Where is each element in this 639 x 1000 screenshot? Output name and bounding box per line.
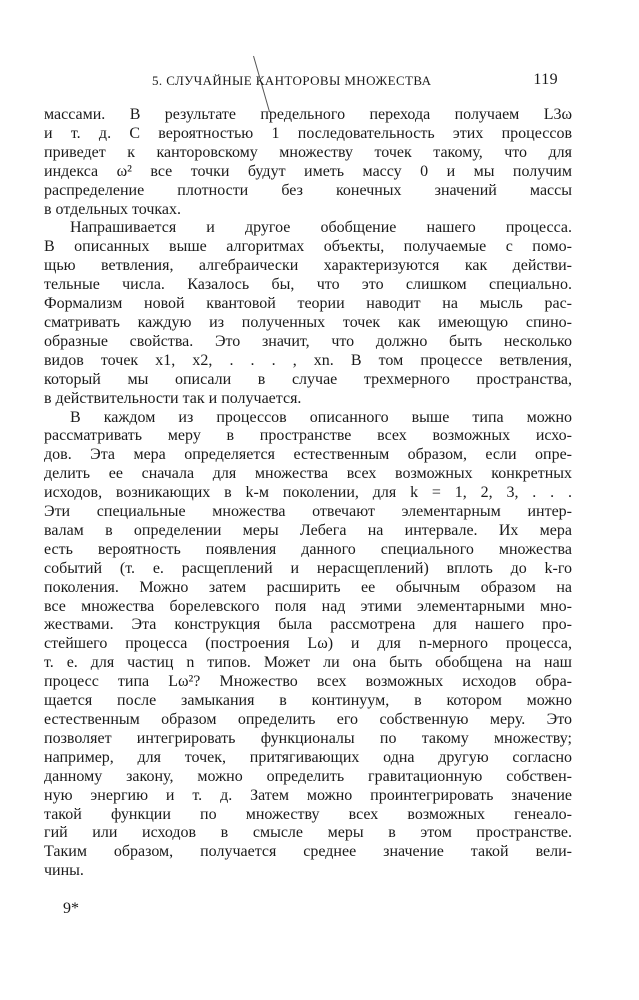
text-line: Напрашивается и другое обобщение нашего процесса. <box>70 219 572 237</box>
text-line: такой функции по множеству всех возможных генеало- <box>44 805 572 823</box>
text-line: распределение плотности без конечных значений массы <box>44 181 572 199</box>
text-line: ную энергию и т. д. Затем можно проинтегрировать значение <box>44 786 572 804</box>
text-line: который мы описали в случае трехмерного пространства, <box>44 370 572 388</box>
text-line: щается после замыкания в континуум, в котором можно <box>44 692 572 710</box>
text-line: чины. <box>44 862 84 880</box>
text-line: событий (т. е. расщеплений и нерасщеплений) вплоть до k-го <box>44 559 572 577</box>
paragraph <box>44 106 572 219</box>
text-line: валам в определении меры Лебега на интервале. Их мера <box>44 521 572 539</box>
text-line: образные свойства. Это значит, что должно быть несколько <box>44 332 572 350</box>
text-line: в действительности так и получается. <box>44 389 302 407</box>
text-line: рассматривать меру в пространстве всех возможных исхо- <box>44 427 572 445</box>
text-line: т. е. для частиц n типов. Может ли она быть обобщена на наш <box>44 654 572 672</box>
text-line: и т. д. С вероятностью 1 последовательность этих процессов <box>44 124 572 142</box>
running-header <box>90 71 558 93</box>
text-line: Формализм новой квантовой теории наводит на мысль рас- <box>44 295 572 313</box>
page-body <box>44 106 572 881</box>
paragraph <box>44 219 572 408</box>
paragraph <box>44 409 572 882</box>
text-line: например, для точек, притягивающих одна другую согласно <box>44 748 572 766</box>
text-line: Эти специальные множества отвечают элементарным интер- <box>44 503 572 521</box>
text-line: В каждом из процессов описанного выше типа можно <box>70 408 572 426</box>
text-line: естественным образом определить его собственную меру. Это <box>44 711 572 728</box>
text-line: Таким образом, получается среднее значение такой вели- <box>44 843 572 861</box>
text-line: процесс типа Lω²? Множество всех возможных исходов обра- <box>44 673 572 691</box>
signature-mark: 9* <box>63 900 79 917</box>
text-line: массами. В результате предельного перехода получаем L3ω <box>44 106 572 123</box>
text-line: В описанных выше алгоритмах объекты, получаемые с помо- <box>44 238 572 256</box>
text-line: стейшего процесса (построения Lω) и для n-мерного процесса, <box>44 635 572 653</box>
text-line: дов. Эта мера определяется естественным образом, если опре- <box>44 446 572 464</box>
text-line: видов точек x1, x2, . . . , xn. В том процессе ветвления, <box>44 351 572 369</box>
text-line: данному закону, можно определить гравитационную собствен- <box>44 767 572 785</box>
text-line: гий или исходов в смысле меры в этом пространстве. <box>44 824 572 842</box>
text-line: исходов, возникающих в k-м поколении, для k = 1, 2, 3, . . . <box>44 484 572 502</box>
text-line: поколения. Можно затем расширить ее обычным образом на <box>44 578 572 596</box>
text-line: жествами. Эта конструкция была рассмотрена для нашего про- <box>44 616 572 634</box>
text-line: в отдельных точках. <box>44 200 182 218</box>
text-line: делить ее сначала для множества всех возможных конкретных <box>44 465 572 483</box>
text-line: тельные числа. Казалось бы, что это слишком специально. <box>44 276 572 294</box>
text-line: щью ветвления, алгебраически характеризуются как действи- <box>44 257 572 275</box>
text-line: все множества борелевского поля над этими элементарными мно- <box>44 597 572 615</box>
text-line: есть вероятность появления данного специального множества <box>44 540 572 558</box>
text-line: позволяет интегрировать функционалы по такому множеству; <box>44 729 572 747</box>
chapter-title: 5. СЛУЧАЙНЫЕ КАНТОРОВЫ МНОЖЕСТВА <box>152 73 432 88</box>
text-line: сматривать каждую из полученных точек как имеющую спино- <box>44 313 572 331</box>
text-line: приведет к канторовскому множеству точек такому, что для <box>44 143 572 161</box>
text-line: индекса ω² все точки будут иметь массу 0 и мы получим <box>44 162 572 180</box>
page-number: 119 <box>533 71 558 88</box>
